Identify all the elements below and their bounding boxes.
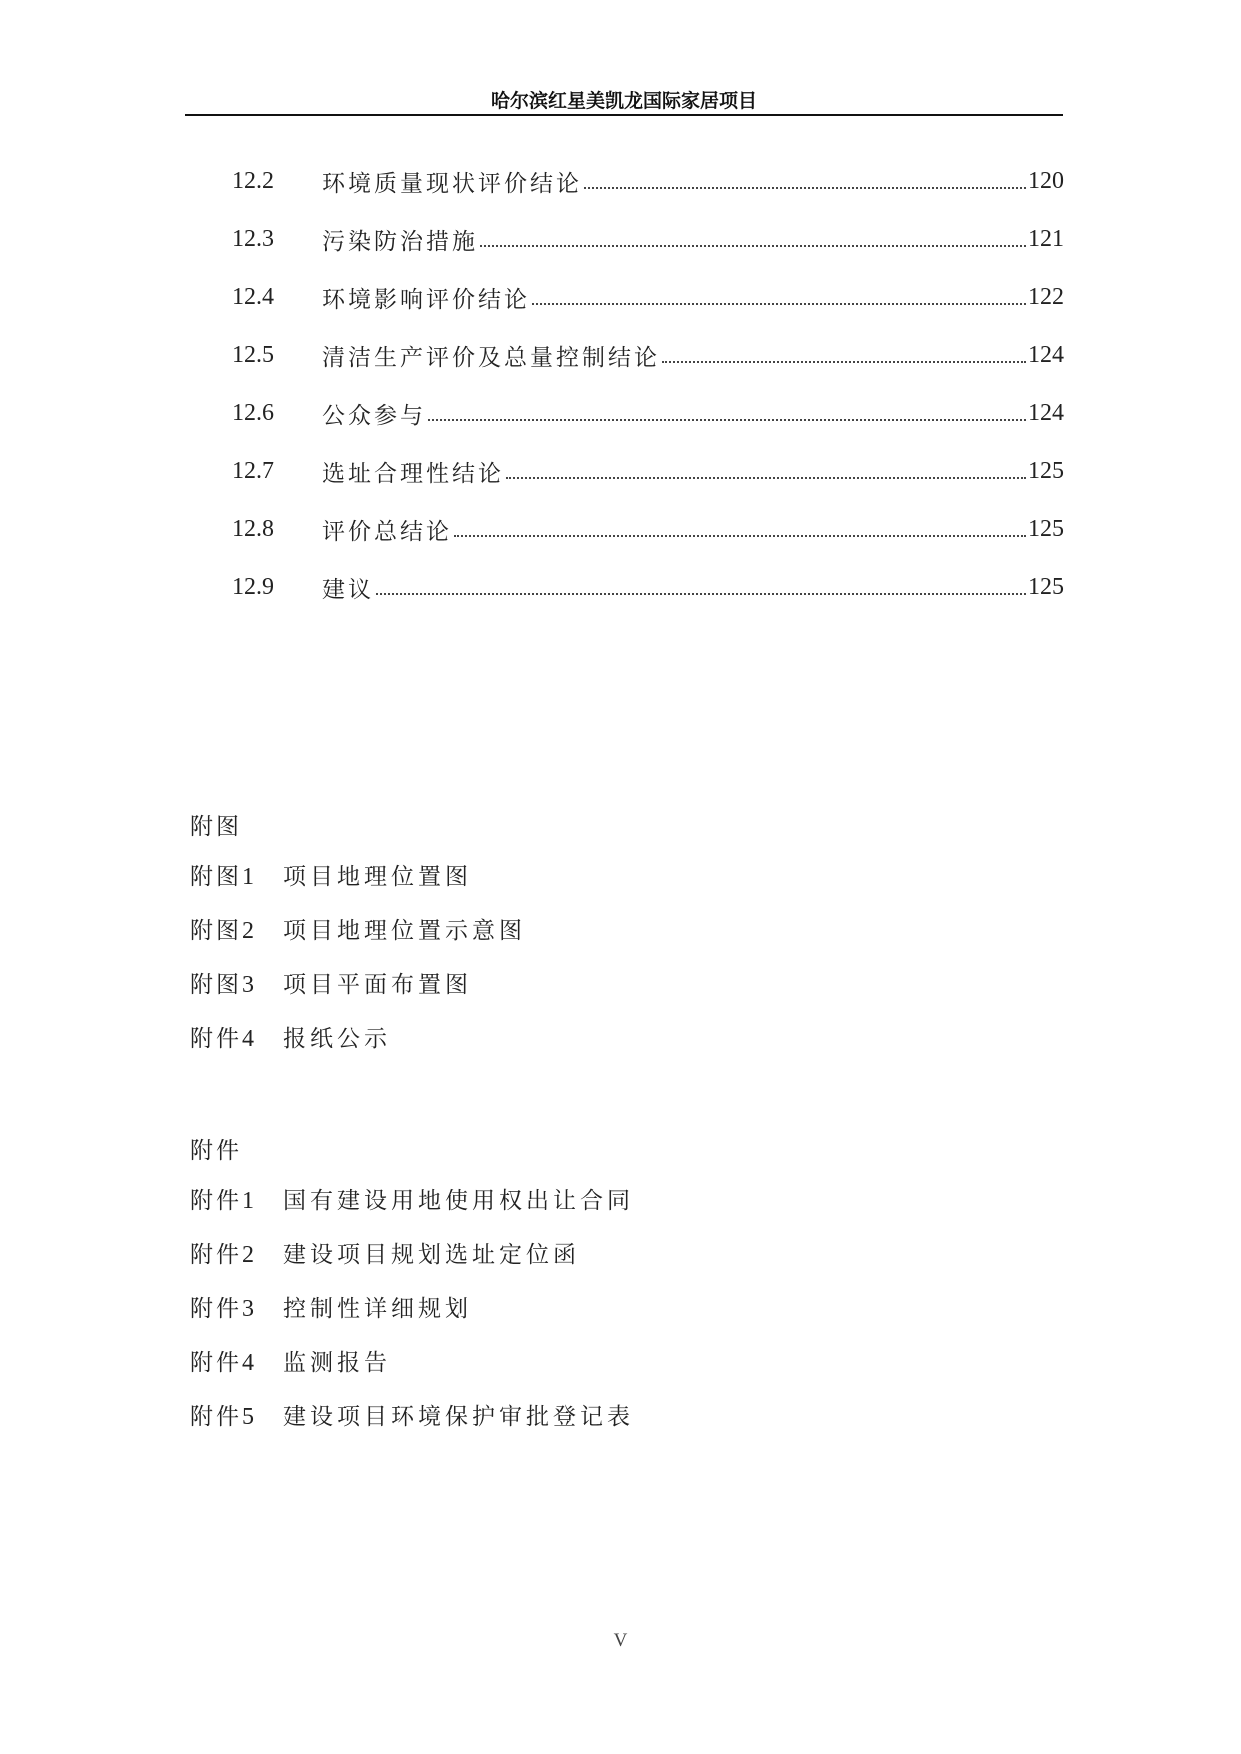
document-header-title: 哈尔滨红星美凯龙国际家居项目 [490, 90, 757, 112]
toc-entry-number: 12.5 [232, 341, 274, 368]
toc-dot-leader [454, 535, 1026, 537]
toc-entry-number: 12.9 [232, 573, 274, 600]
toc-dot-leader [376, 593, 1026, 595]
toc-entry-page: 125 [1028, 457, 1064, 484]
attachment-item-text: 控制性详细规划 [283, 1295, 472, 1322]
toc-entry[interactable] [232, 396, 1064, 430]
toc-entry-number: 12.6 [232, 399, 274, 426]
attachment-item [190, 1236, 580, 1268]
toc-entry-page: 122 [1028, 283, 1064, 310]
attachment-item [190, 1398, 634, 1430]
figure-item-text: 项目地理位置图 [283, 863, 472, 890]
attachment-item [190, 1290, 472, 1322]
toc-entry[interactable] [232, 164, 1064, 198]
toc-dot-leader [428, 419, 1026, 421]
toc-entry-title: 建议 [322, 576, 374, 603]
figure-item-text: 项目地理位置示意图 [283, 917, 526, 944]
toc-entry-number: 12.3 [232, 225, 274, 252]
figure-item-text: 项目平面布置图 [283, 971, 472, 998]
toc-dot-leader [480, 245, 1026, 247]
page-number: V [613, 1630, 628, 1651]
figures-heading: 附图 [190, 814, 242, 840]
header-rule [185, 114, 1063, 116]
figure-item [190, 966, 472, 998]
toc-entry[interactable] [232, 222, 1064, 256]
figure-item-label: 附图1 [190, 863, 254, 890]
attachment-item-text: 建设项目环境保护审批登记表 [283, 1403, 634, 1430]
toc-entry-title: 清洁生产评价及总量控制结论 [322, 344, 660, 371]
attachment-item-label: 附件4 [190, 1349, 254, 1376]
toc-entry-title: 选址合理性结论 [322, 460, 504, 487]
toc-entry-title: 污染防治措施 [322, 228, 478, 255]
figure-item [190, 858, 472, 890]
toc-dot-leader [584, 187, 1026, 189]
attachment-item [190, 1182, 634, 1214]
attachment-item-text: 建设项目规划选址定位函 [283, 1241, 580, 1268]
figure-item-label: 附件4 [190, 1025, 254, 1052]
toc-dot-leader [532, 303, 1026, 305]
toc-entry-page: 121 [1028, 225, 1064, 252]
toc-entry-number: 12.8 [232, 515, 274, 542]
toc-entry[interactable] [232, 570, 1064, 604]
toc-entry-page: 120 [1028, 167, 1064, 194]
toc-entry[interactable] [232, 512, 1064, 546]
toc-dot-leader [506, 477, 1026, 479]
toc-entry-number: 12.4 [232, 283, 274, 310]
attachment-item-label: 附件3 [190, 1295, 254, 1322]
figure-item-label: 附图3 [190, 971, 254, 998]
figure-item-label: 附图2 [190, 917, 254, 944]
attachment-item-label: 附件2 [190, 1241, 254, 1268]
toc-entry[interactable] [232, 338, 1064, 372]
attachment-item-text: 监测报告 [283, 1349, 391, 1376]
figure-item [190, 912, 526, 944]
attachment-item-text: 国有建设用地使用权出让合同 [283, 1187, 634, 1214]
attachment-item-label: 附件1 [190, 1187, 254, 1214]
toc-entry-number: 12.7 [232, 457, 274, 484]
toc-entry[interactable] [232, 280, 1064, 314]
figure-item [190, 1020, 391, 1052]
toc-dot-leader [662, 361, 1026, 363]
toc-entry-title: 环境质量现状评价结论 [322, 170, 582, 197]
toc-entry-title: 评价总结论 [322, 518, 452, 545]
attachment-item [190, 1344, 391, 1376]
toc-entry-page: 125 [1028, 515, 1064, 542]
toc-entry-page: 124 [1028, 399, 1064, 426]
attachment-item-label: 附件5 [190, 1403, 254, 1430]
figure-item-text: 报纸公示 [283, 1025, 391, 1052]
toc-entry-number: 12.2 [232, 167, 274, 194]
toc-entry[interactable] [232, 454, 1064, 488]
toc-entry-title: 环境影响评价结论 [322, 286, 530, 313]
attachments-heading: 附件 [190, 1138, 242, 1164]
toc-entry-page: 125 [1028, 573, 1064, 600]
toc-entry-title: 公众参与 [322, 402, 426, 429]
toc-entry-page: 124 [1028, 341, 1064, 368]
